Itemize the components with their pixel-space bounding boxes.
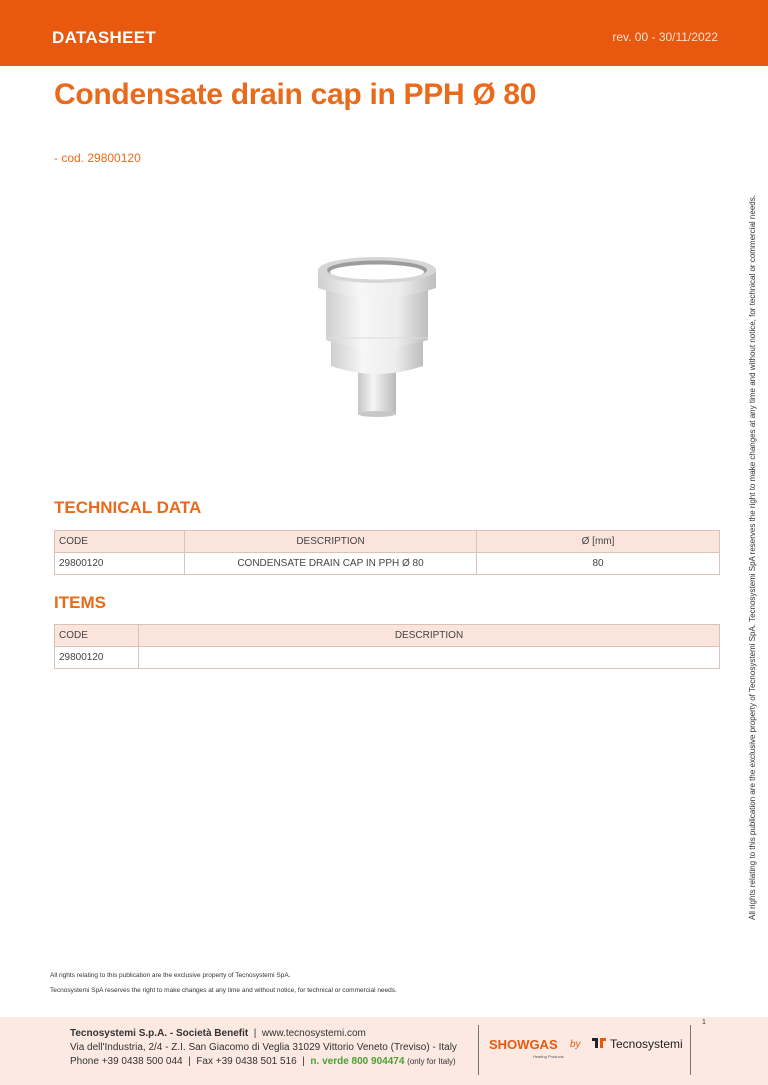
page-title: Condensate drain cap in PPH Ø 80	[54, 78, 537, 111]
technical-data-table	[54, 530, 720, 575]
items-heading: ITEMS	[54, 593, 106, 612]
toll-free-note: (only for Italy)	[407, 1057, 456, 1066]
product-code: - cod. 29800120	[54, 151, 141, 165]
cell-description: CONDENSATE DRAIN CAP IN PPH Ø 80	[185, 553, 477, 575]
company-address-block: Tecnosystemi S.p.A. - Società Benefit | www.tecnosystemi.com Via dell'Industria, 2/4 - Z.I. San Giacomo di Veglia 31029 Vittorio Veneto (Treviso) - Italy Phone +39 0438 500 044 | Fax +39 0438 501 516 | n. verde 800 904474 (only for Italy)	[70, 1028, 457, 1067]
technical-data-heading: TECHNICAL DATA	[54, 498, 202, 517]
page-number: 1	[702, 1019, 706, 1026]
showgas-logo-subtitle: Heating Products	[533, 1054, 564, 1059]
separator: |	[250, 1028, 260, 1039]
column-header-code: CODE	[55, 625, 139, 647]
tecnosystemi-mark-icon	[592, 1037, 606, 1051]
tecnosystemi-logo-text: Tecnosystemi	[610, 1037, 683, 1051]
footer-divider	[478, 1025, 479, 1075]
column-header-description: DESCRIPTION	[139, 625, 720, 647]
table-row	[55, 647, 720, 669]
company-name: Tecnosystemi S.p.A. - Società Benefit	[70, 1028, 249, 1039]
footer	[0, 1017, 768, 1085]
cell-diameter: 80	[477, 553, 720, 575]
header-bar	[0, 0, 768, 66]
footer-divider-right	[690, 1025, 691, 1075]
legal-line-2: Tecnosystemi SpA reserves the right to make changes at any time and without notice, for technical or commercial needs.	[50, 987, 397, 994]
cell-code: 29800120	[55, 647, 139, 669]
showgas-logo-text: SHOWGAS	[489, 1037, 558, 1052]
table-row	[55, 553, 720, 575]
product-image	[310, 250, 440, 420]
tecnosystemi-logo	[592, 1037, 683, 1051]
phone-number: Phone +39 0438 500 044	[70, 1056, 183, 1067]
website-link[interactable]: www.tecnosystemi.com	[261, 1028, 366, 1039]
items-table	[54, 624, 720, 669]
fax-number: Fax +39 0438 501 516	[196, 1056, 297, 1067]
column-header-diameter: Ø [mm]	[477, 531, 720, 553]
side-copyright-note: All rights relating to this publication are the exclusive property of Tecnosystemi SpA. Tecnosystemi SpA reserves the right to make changes at any time and without notice, for technical or commercial needs.	[748, 195, 757, 920]
column-header-description: DESCRIPTION	[185, 531, 477, 553]
address-line: Via dell'Industria, 2/4 - Z.I. San Giacomo di Veglia 31029 Vittorio Veneto (Treviso) - Italy	[70, 1042, 457, 1053]
toll-free-number: n. verde 800 904474	[310, 1056, 405, 1067]
cell-code: 29800120	[55, 553, 185, 575]
showgas-logo	[489, 1037, 564, 1059]
datasheet-label: DATASHEET	[52, 28, 157, 47]
revision-date: rev. 00 - 30/11/2022	[612, 30, 718, 44]
logo-by-text: by	[570, 1039, 581, 1050]
cell-description	[139, 647, 720, 669]
column-header-code: CODE	[55, 531, 185, 553]
legal-line-1: All rights relating to this publication are the exclusive property of Tecnosystemi SpA.	[50, 972, 291, 979]
